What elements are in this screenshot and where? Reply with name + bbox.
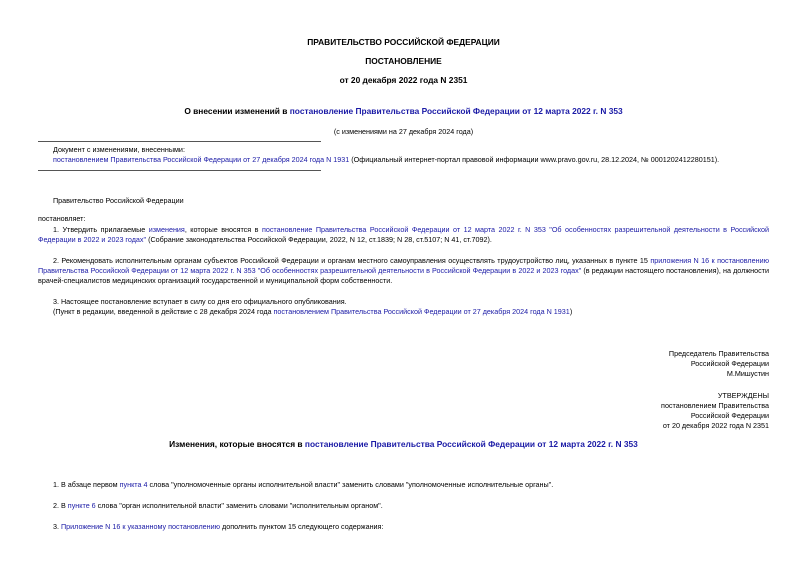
document-date-number: от 20 декабря 2022 года N 2351	[339, 75, 468, 85]
change-1-link[interactable]: пункта 4	[119, 480, 148, 489]
issuing-authority: Правительство Российской Федерации	[53, 196, 184, 205]
change-item-1	[53, 480, 553, 490]
paragraph-2	[38, 256, 769, 286]
change-item-3	[53, 522, 383, 532]
p2-text-a: 2. Рекомендовать исполнительным органам субъектов Российской Федерации и органам местного самоуправления осуществлять трудоустройство лиц, указанных в пункте 15	[53, 256, 651, 265]
p2-appendix-link[interactable]: приложения N 16 к постановлению Правительства Российской Федерации от 12 марта 2022 г. N 353 "Об особенностях разрешительной деятельности в Российской Федерации в 2022 и 2023 годах"	[38, 256, 770, 275]
p3-note-text-a: (Пункт в редакции, введенной в действие с 28 декабря 2024 года	[53, 307, 274, 316]
paragraph-3: 3. Настоящее постановление вступает в силу со дня его официального опубликования.	[53, 297, 347, 306]
approved-by: постановлением Правительства	[661, 401, 769, 410]
change-3-text-a: 3.	[53, 522, 61, 531]
p1-text-a: 1. Утвердить прилагаемые	[53, 225, 149, 234]
p2-text-b: (в редакции настоящего постановления), на должности врачей-специалистов медицинских организаций государственной и муниципальной форм собственности.	[38, 266, 769, 285]
document-kind: ПОСТАНОВЛЕНИЕ	[365, 56, 442, 66]
signatory-country: Российской Федерации	[690, 359, 769, 368]
p1-text-b: , которые вносятся в	[184, 225, 262, 234]
change-item-2	[53, 501, 383, 511]
document-title	[0, 106, 807, 116]
signatory-name: М.Мишустин	[726, 369, 769, 378]
changes-box-source: (Официальный интернет-портал правовой информации www.pravo.gov.ru, 28.12.2024, № 0001202412280151).	[349, 155, 720, 164]
p1-resolution-link[interactable]: постановление Правительства Российской Федерации от 12 марта 2022 г. N 353 "Об особенностях разрешительной деятельности в Российской Федерации в 2022 и 2023 годах"	[38, 225, 769, 244]
changes-title-prefix: Изменения, которые вносятся в	[169, 439, 305, 449]
approval-block	[661, 391, 769, 431]
changes-title	[0, 439, 807, 449]
revision-note: (с изменениями на 27 декабря 2024 года)	[333, 127, 474, 136]
changes-box-label: Документ с изменениями, внесенными:	[53, 145, 185, 154]
change-3-text-b: дополнить пунктом 15 следующего содержания:	[220, 522, 384, 531]
paragraph-1	[38, 225, 769, 245]
p1-text-c: (Собрание законодательства Российской Федерации, 2022, N 12, ст.1839; N 28, ст.5107; N 41, ст.7092).	[146, 235, 492, 244]
change-1-text-a: 1. В абзаце первом	[53, 480, 120, 489]
title-amended-act-link[interactable]: постановление Правительства Российской Федерации от 12 марта 2022 г. N 353	[289, 106, 623, 116]
change-3-link[interactable]: Приложение N 16 к указанному постановлению	[61, 522, 221, 531]
paragraph-3-note	[53, 307, 572, 317]
decree-word: постановляет:	[38, 214, 86, 223]
changes-box-bottom-rule	[38, 170, 321, 171]
changes-title-link[interactable]: постановление Правительства Российской Федерации от 12 марта 2022 г. N 353	[304, 439, 638, 449]
approved-country: Российской Федерации	[690, 411, 769, 420]
change-2-text-b: слова "орган исполнительной власти" заменить словами "исполнительным органом".	[95, 501, 383, 510]
title-prefix: О внесении изменений в	[184, 106, 290, 116]
approved-date: от 20 декабря 2022 года N 2351	[662, 421, 769, 430]
signature-block	[669, 349, 769, 379]
approved-label: УТВЕРЖДЕНЫ	[717, 391, 769, 400]
changes-box-top-rule	[38, 141, 321, 142]
signatory-title: Председатель Правительства	[668, 349, 769, 358]
change-2-text-a: 2. В	[53, 501, 68, 510]
p3-note-link[interactable]: постановлением Правительства Российской Федерации от 27 декабря 2024 года N 1931	[273, 307, 570, 316]
changes-box-amending-act-link[interactable]: постановлением Правительства Российской Федерации от 27 декабря 2024 года N 1931	[53, 155, 350, 164]
change-1-text-b: слова "уполномоченные органы исполнительной власти" заменить словами "уполномоченные исполнительные органы".	[147, 480, 554, 489]
changes-box-text	[53, 155, 773, 165]
p1-changes-link[interactable]: изменения	[148, 225, 185, 234]
change-2-link[interactable]: пункте 6	[67, 501, 96, 510]
p3-note-text-b: )	[569, 307, 573, 316]
government-header: ПРАВИТЕЛЬСТВО РОССИЙСКОЙ ФЕДЕРАЦИИ	[307, 37, 500, 47]
